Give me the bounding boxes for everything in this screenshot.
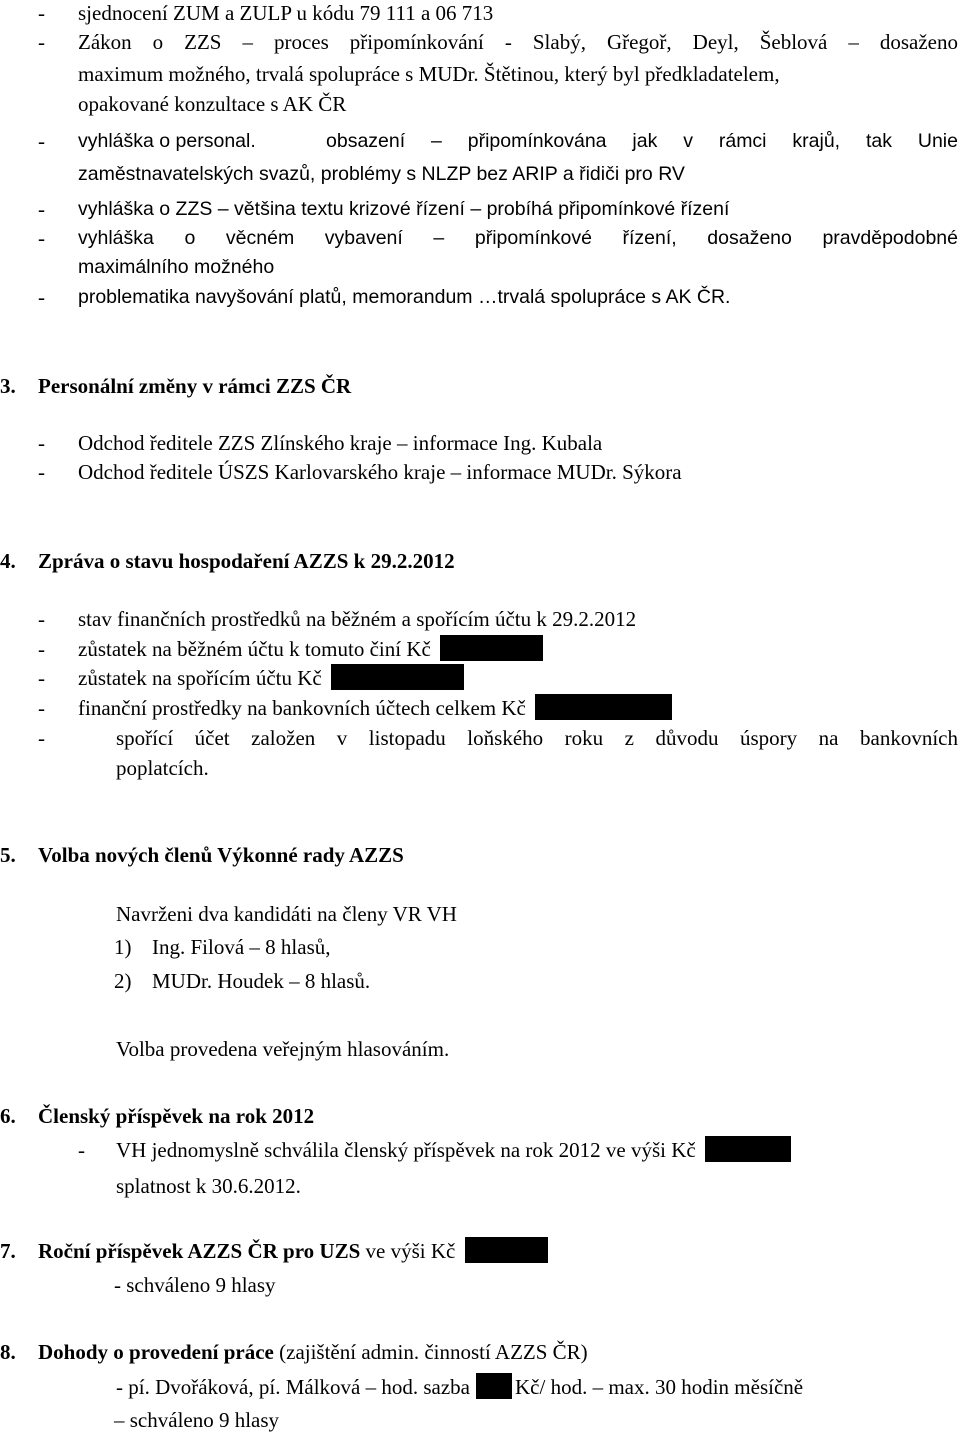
list-item-text: problematika navyšování platů, memorandum …trvalá spolupráce s AK ČR. — [78, 286, 731, 308]
list-item-text: obsazení – připomínkována jak v rámci krajů, tak Unie — [326, 130, 958, 152]
list-item-text: poplatcích. — [116, 756, 209, 780]
list-item-text: vyhláška o ZZS – většina textu krizové řízení – probíhá připomínkové řízení — [78, 198, 730, 220]
redacted-amount — [476, 1373, 512, 1399]
document-page: - sjednocení ZUM a ZULP u kódu 79 111 a 06 713 - Zákon o ZZS – proces připomínkování - Slabý, Gřegoř, Deyl, Šeblová – dosaženo maximum možného, trvalá spolupráce s MUDr. Štětinou, který byl předkladatelem, opakované konzultace s AK ČR - vyhláška o personal. obsazení – připomínkována jak v rámci krajů, tak Unie zaměstnavatelských svazů, problémy s NLZP bez ARIP a řidiči pro RV - vyhláška o ZZS – většina textu krizové řízení – probíhá připomínkové řízení - vyhláška o věcném vybavení – připomínkové řízení, dosaženo pravděpodobné maximálního možného - problematika navyšování platů, memorandum …trvalá spolupráce s AK ČR. 3. Personální změny v rámci ZZS ČR - Odchod ředitele ZZS Zlínského kraje – informace Ing. Kubala - Odchod ředitele ÚSZS Karlovarského kraje – informace MUDr. Sýkora 4. Zpráva o stavu hospodaření AZZS k 29.2.2012 - stav finančních prostředků na běžném a spořícím účtu k 29.2.2012 - zůstatek na běžném účtu k tomuto činí Kč - zůstatek na spořícím účtu Kč - finanční prostředky na bankovních účtech celkem Kč - spořící účet založen v listopadu loňského roku z důvodu úspory na bankovních poplatcích. 5. Volba nových členů Výkonné rady AZZS Navrženi dva kandidáti na členy VR VH 1) Ing. Filová – 8 hlasů, 2) MUDr. Houdek – 8 hlasů. Volba provedena veřejným hlasováním. 6. Členský příspěvek na rok 2012 - VH jednomyslně schválila členský příspěvek na rok 2012 ve výši Kč splatnost k 30.6.2012. 7. Roční příspěvek AZZS ČR pro UZS ve výši Kč - schváleno 9 hlasy 8. Dohody o provedení práce (zajištění admin. činností AZZS ČR) - pí. Dvořáková, pí. Málková – hod. sazba Kč/ hod. – max. 30 hodin měsíčně – schváleno 9 hlasy — [0, 1, 958, 1432]
list-item-text: maximálního možného — [78, 256, 275, 278]
list-item: - pí. Dvořáková, pí. Málková – hod. sazba Kč/ hod. – max. 30 hodin měsíčně — [116, 1375, 804, 1399]
redacted-amount — [465, 1237, 548, 1263]
list-item-text: vyhláška o personal. — [78, 130, 256, 152]
redacted-amount — [535, 694, 672, 720]
approval-note: – schváleno 9 hlasy — [114, 1408, 280, 1432]
list-item-text: spořící účet založen v listopadu loňského roku z důvodu úspory na bankovních — [116, 726, 958, 750]
list-item-text: maximum možného, trvalá spolupráce s MUDr. Štětinou, který byl předkladatelem, — [78, 62, 780, 86]
candidates-intro: Navrženi dva kandidáti na členy VR VH — [116, 902, 457, 926]
list-item-text: Zákon o ZZS – proces připomínkování - Slabý, Gřegoř, Deyl, Šeblová – dosaženo — [78, 30, 958, 54]
list-item-text: opakované konzultace s AK ČR — [78, 92, 347, 116]
list-item-text: zaměstnavatelských svazů, problémy s NLZP bez ARIP a řidiči pro RV — [78, 163, 685, 185]
redacted-amount — [705, 1136, 791, 1162]
approval-note: - schváleno 9 hlasy — [114, 1273, 276, 1297]
vote-note: Volba provedena veřejným hlasováním. — [116, 1037, 450, 1061]
list-item-text: vyhláška o věcném vybavení – připomínkové řízení, dosaženo pravděpodobné — [78, 227, 958, 249]
redacted-amount — [440, 635, 543, 661]
redacted-amount — [331, 664, 464, 690]
due-date: splatnost k 30.6.2012. — [116, 1174, 301, 1198]
